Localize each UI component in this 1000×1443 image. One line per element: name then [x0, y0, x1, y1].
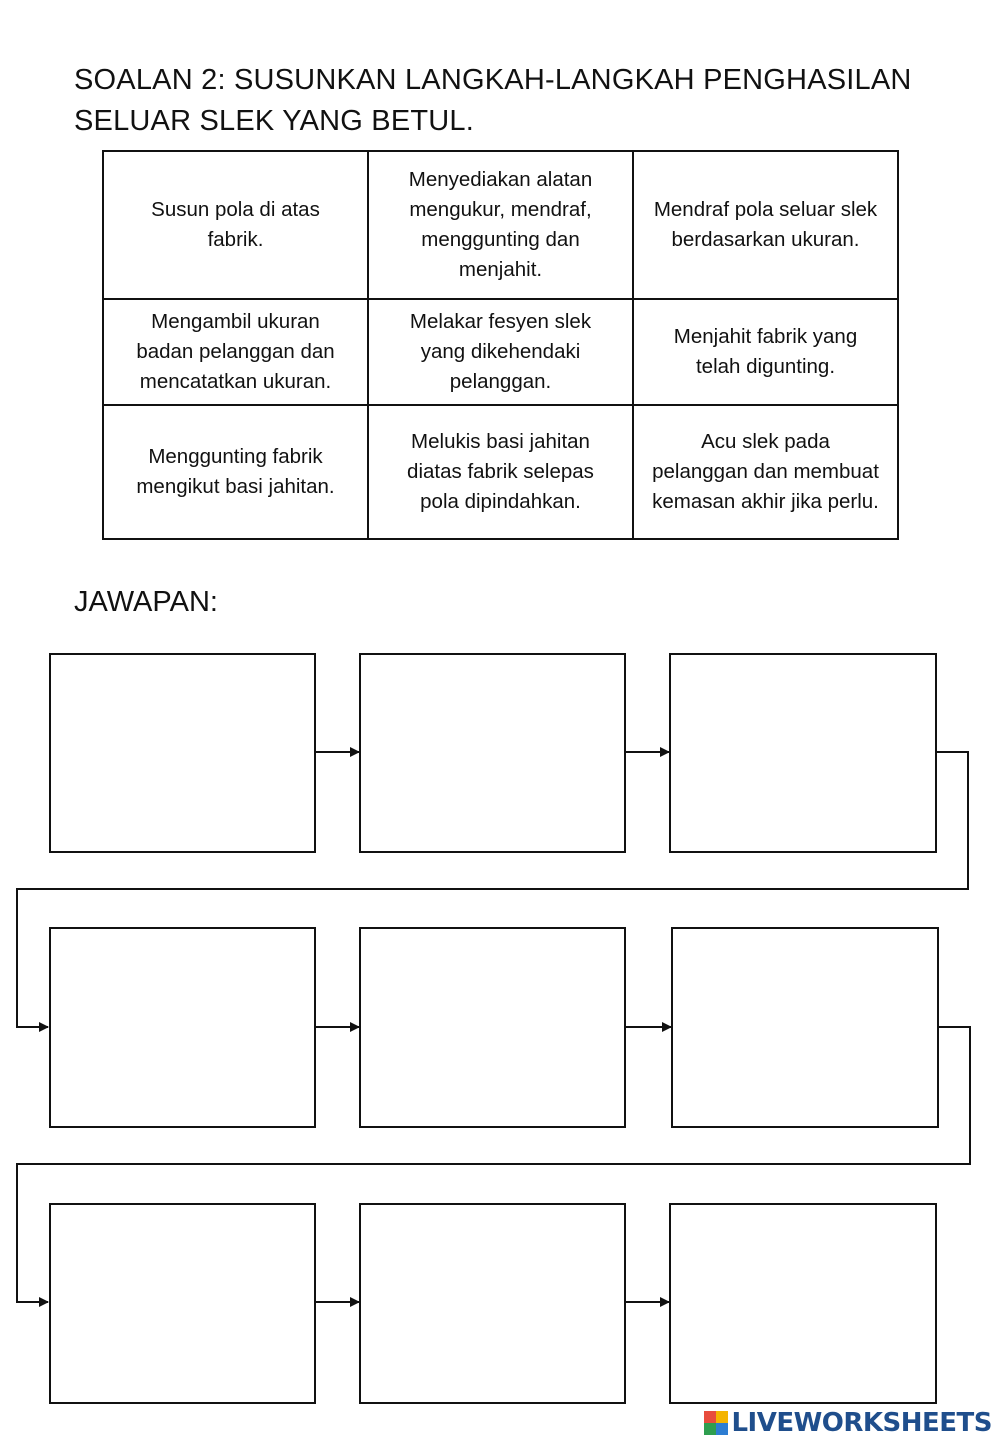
liveworksheets-logo[interactable]: [704, 1406, 992, 1440]
table-cell-step: Menyediakan alatan mengukur, mendraf, menggunting dan menjahit.: [368, 151, 633, 299]
answer-box-1[interactable]: [49, 653, 316, 853]
answer-box-5[interactable]: [359, 927, 626, 1128]
answer-box-2[interactable]: [359, 653, 626, 853]
answer-box-3[interactable]: [669, 653, 937, 853]
question-title: SOALAN 2: SUSUNKAN LANGKAH-LANGKAH PENGHASILAN SELUAR SLEK YANG BETUL.: [74, 64, 912, 137]
table-cell-step: Acu slek pada pelanggan dan membuat kemasan akhir jika perlu.: [633, 405, 898, 539]
table-cell-step: Melukis basi jahitan diatas fabrik selepas pola dipindahkan.: [368, 405, 633, 539]
answer-box-4[interactable]: [49, 927, 316, 1128]
table-cell-step: Mengambil ukuran badan pelanggan dan mencatatkan ukuran.: [103, 299, 368, 405]
table-cell-step: Susun pola di atas fabrik.: [103, 151, 368, 299]
table-cell-step: Mendraf pola seluar slek berdasarkan ukuran.: [633, 151, 898, 299]
table-cell-step: Menjahit fabrik yang telah digunting.: [633, 299, 898, 405]
answer-box-8[interactable]: [359, 1203, 626, 1404]
liveworksheets-logo-icon: [704, 1411, 728, 1435]
answer-label: JAWAPAN:: [74, 586, 218, 618]
logo-text: LIVEWORKSHEETS: [731, 1408, 992, 1438]
answer-box-7[interactable]: [49, 1203, 316, 1404]
table-cell-step: Melakar fesyen slek yang dikehendaki pelanggan.: [368, 299, 633, 405]
table-cell-step: Menggunting fabrik mengikut basi jahitan.: [103, 405, 368, 539]
answer-box-6[interactable]: [671, 927, 939, 1128]
answer-box-9[interactable]: [669, 1203, 937, 1404]
